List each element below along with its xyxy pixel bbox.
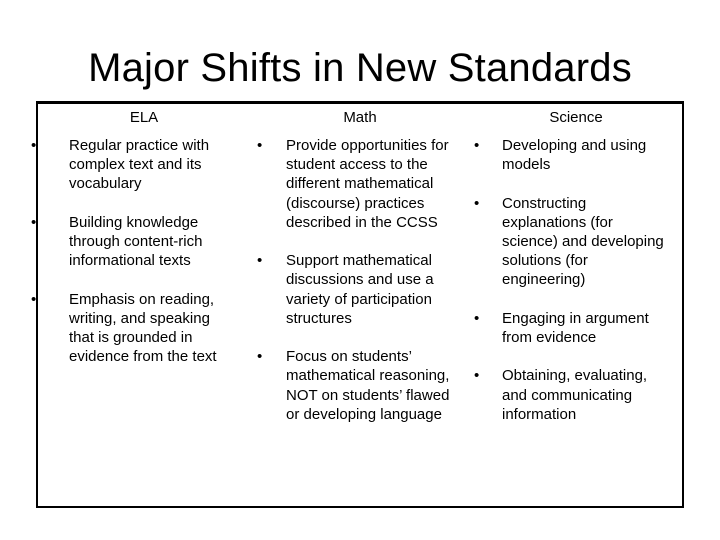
list-item bbox=[468, 194, 664, 290]
item-line: variety of participation bbox=[286, 290, 432, 308]
item-line: models bbox=[502, 156, 551, 174]
ela-list bbox=[31, 136, 217, 366]
slide-title: Major Shifts in New Standards bbox=[88, 46, 632, 90]
item-line: evidence from the text bbox=[69, 348, 217, 366]
item-line: student access to the bbox=[286, 156, 428, 174]
bullet-icon: • bbox=[257, 137, 263, 154]
item-line: Provide opportunities for bbox=[286, 137, 449, 154]
item-line: information bbox=[502, 405, 577, 423]
list-item bbox=[31, 136, 217, 194]
item-line: engineering) bbox=[502, 271, 586, 289]
column-heading-math: Math bbox=[343, 109, 377, 126]
list-item bbox=[468, 366, 664, 424]
bullet-icon: • bbox=[474, 194, 480, 212]
item-line: complex text and its bbox=[69, 156, 202, 174]
item-line: and communicating bbox=[502, 386, 633, 404]
item-line: structures bbox=[286, 309, 352, 327]
item-line: solutions (for bbox=[502, 252, 588, 270]
column-math bbox=[252, 103, 468, 503]
list-item bbox=[252, 347, 449, 424]
item-line: different mathematical bbox=[286, 175, 434, 193]
bullet-icon: • bbox=[257, 348, 263, 366]
item-line: Support mathematical bbox=[286, 252, 432, 270]
item-line: Developing and using bbox=[502, 137, 647, 154]
item-line: mathematical reasoning, bbox=[286, 367, 450, 385]
item-line: Constructing bbox=[502, 194, 587, 212]
item-line: through content-rich bbox=[69, 233, 203, 250]
item-line: Engaging in argument bbox=[502, 309, 649, 327]
item-line: Regular practice with bbox=[69, 137, 210, 154]
bullet-icon: • bbox=[31, 137, 37, 154]
bullet-icon: • bbox=[474, 309, 480, 327]
science-list bbox=[468, 136, 664, 424]
math-list bbox=[252, 136, 449, 424]
item-line: explanations (for bbox=[502, 213, 613, 231]
list-item bbox=[468, 136, 664, 174]
item-line: from evidence bbox=[502, 329, 597, 346]
item-line: or developing language bbox=[286, 405, 442, 423]
bullet-icon: • bbox=[257, 252, 263, 270]
bullet-icon: • bbox=[474, 367, 480, 385]
item-line: described in the CCSS bbox=[286, 213, 438, 231]
item-line: Emphasis on reading, bbox=[69, 290, 215, 308]
item-line: Obtaining, evaluating, bbox=[502, 367, 648, 385]
bullet-icon: • bbox=[31, 213, 37, 231]
column-heading-science: Science bbox=[549, 109, 603, 126]
item-line: discussions and use a bbox=[286, 271, 434, 289]
list-item bbox=[252, 251, 449, 328]
bullet-icon: • bbox=[474, 137, 480, 154]
column-ela bbox=[31, 103, 252, 503]
bullet-icon: • bbox=[31, 290, 37, 308]
item-line: writing, and speaking bbox=[69, 309, 210, 327]
item-line: that is grounded in bbox=[69, 329, 193, 346]
item-line: NOT on students’ flawed bbox=[286, 386, 450, 404]
column-heading-ela: ELA bbox=[129, 109, 159, 126]
item-line: science) and developing bbox=[502, 233, 664, 250]
item-line: (discourse) practices bbox=[286, 194, 425, 212]
column-science bbox=[468, 103, 684, 503]
list-item bbox=[468, 309, 664, 347]
item-line: Focus on students’ bbox=[286, 348, 412, 366]
list-item bbox=[31, 290, 217, 367]
list-item bbox=[252, 136, 449, 232]
list-item bbox=[31, 213, 217, 271]
item-line: informational texts bbox=[69, 252, 191, 270]
item-line: vocabulary bbox=[69, 175, 142, 193]
item-line: Building knowledge bbox=[69, 213, 199, 231]
